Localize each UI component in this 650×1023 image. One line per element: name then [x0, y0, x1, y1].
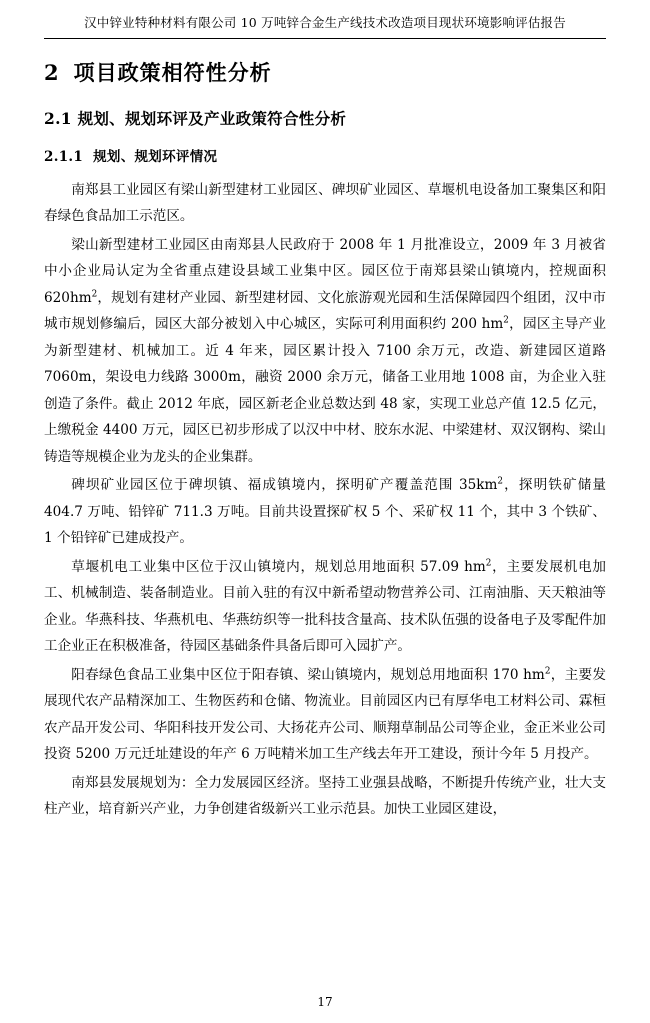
subsection-heading: [44, 145, 606, 165]
running-header: 汉中锌业特种材料有限公司 10 万吨锌合金生产线技术改造项目现状环境影响评估报告: [44, 14, 606, 39]
section-number: 2.1: [44, 108, 72, 128]
page-number: 17: [317, 995, 333, 1009]
paragraph: 南郑县发展规划为：全力发展园区经济。坚持工业强县战略，不断提升传统产业，壮大支柱产业，培育新兴产业，力争创建省级新兴工业示范县。加快工业园区建设，: [44, 774, 606, 817]
paragraph: 草堰机电工业集中区位于汉山镇境内，规划总用地面积 57.09 $hm^2$，主要发展机电加工、机械制造、装备制造业。目前入驻的有汉中新希望动物营养公司、江南油脂、天天粮油等企业。华燕科技、华燕机电、华燕纺织等一批科技含量高、技术队伍强的设备电子及零配件加工企业正在积极准备，待园区基础条件具备后即可入园扩产。: [44, 557, 607, 654]
paragraph: 阳春绿色食品工业集中区位于阳春镇、梁山镇境内，规划总用地面积 170 $hm^2$，主要发展现代农产品精深加工、生物医药和仓储、物流业。目前园区内已有厚华电工材料公司、霖桓农产品开发公司、华阳科技开发公司、大扬花卉公司、顺翔草制品公司等企业，金正米业公司投资 5200 万元迁址建设的年产 6 万吨精米加工生产线去年开工建设，预计今年 5 月投产。: [44, 665, 607, 762]
section-heading: [44, 107, 606, 129]
chapter-heading: [44, 57, 606, 87]
subsection-title: 规划、规划环评情况: [93, 148, 218, 165]
paragraph: 南郑县工业园区有梁山新型建材工业园区、碑坝矿业园区、草堰机电设备加工聚集区和阳春绿色食品加工示范区。: [44, 181, 606, 224]
subsection-number: 2.1.1: [44, 148, 84, 165]
chapter-title: 项目政策相符性分析: [73, 59, 272, 85]
paragraph: 梁山新型建材工业园区由南郑县人民政府于 2008 年 1 月批准设立，2009 年 3 月被省中小企业局认定为全省重点建设县域工业集中区。园区位于南郑县梁山镇境内，控规面积 $620hm^2$，规划有建材产业园、新型建材园、文化旅游观光园和生活保障园四个组团，汉中市城市规划修编后，园区大部分被划入中心城区，实际可利用面积约 200 $hm^2$，园区主导产业为新型建材、机械加工。近 4 年来，园区累计投入 7100 余万元，改造、新建园区道路 7060m，架设电力线路 3000m，融资 2000 余万元，储备工业用地 1008 亩，为企业入驻创造了条件。截止 2012 年底，园区新老企业总数达到 48 家，实现工业总产值 12.5 亿元，上缴税金 4400 万元，园区已初步形成了以汉中中材、胶东水泥、中梁建材、双汉钢构、梁山铸造等规模企业为龙头的企业集群。: [44, 236, 606, 465]
chapter-number: 2: [44, 59, 60, 85]
section-title: 规划、规划环评及产业政策符合性分析: [77, 108, 347, 128]
paragraph: 碑坝矿业园区位于碑坝镇、福成镇境内，探明矿产覆盖范围 $35km^2$，探明铁矿储量 404.7 万吨、铅锌矿 711.3 万吨。目前共设置探矿权 5 个、采矿权 11 个，其中 3 个铁矿、1 个铅锌矿已建成投产。: [44, 476, 606, 546]
